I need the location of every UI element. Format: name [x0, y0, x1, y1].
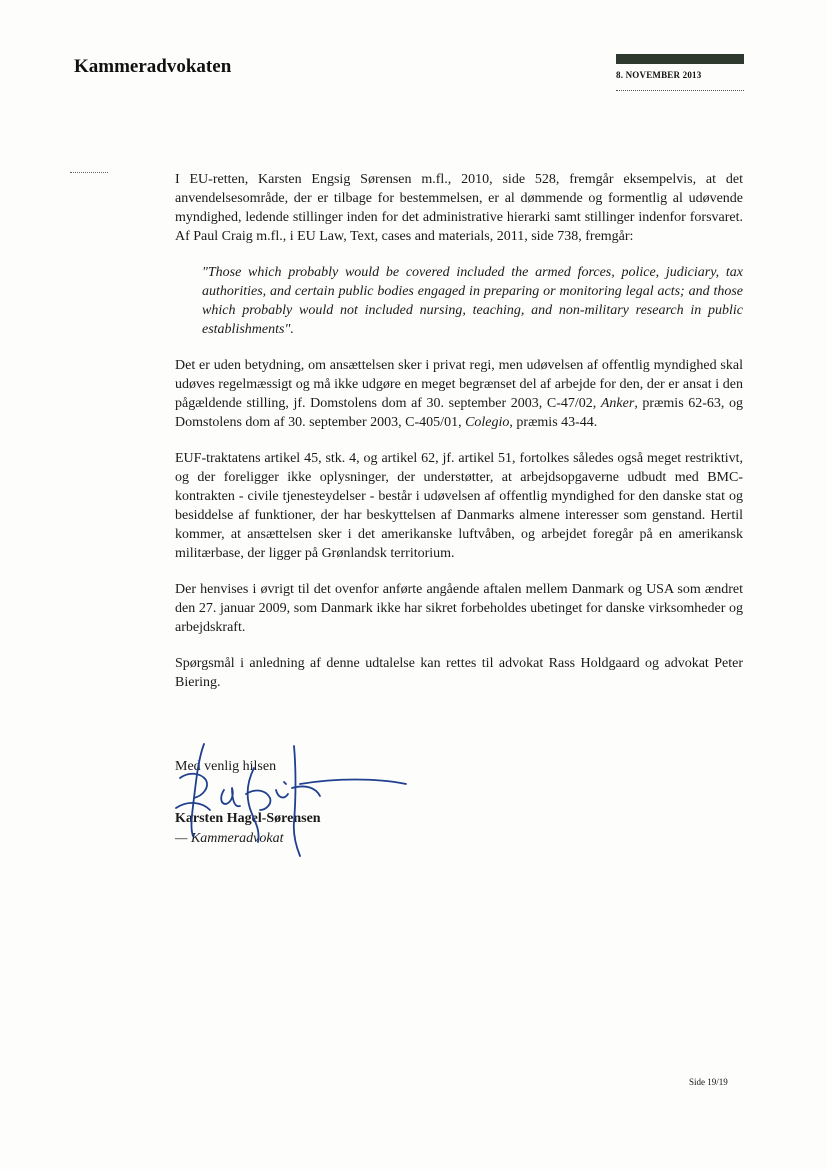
- document-date: 8. NOVEMBER 2013: [616, 70, 702, 80]
- organization-name: Kammeradvokaten: [74, 56, 232, 77]
- margin-mark: [70, 172, 108, 173]
- paragraph-1: I EU-retten, Karsten Engsig Sørensen m.fl., 2010, side 528, fremgår eksempelvis, at det anvendelsesområde, der er tilbage for bestemmelsen, er al dømmende og formentlig al udøvende myndighed, ledende stillinger inden for det administrative hierarki samt stillinger indenfor forsvaret. Af Paul Craig m.fl., i EU Law, Text, cases and materials, 2011, side 738, fremgår:: [175, 172, 743, 244]
- paragraph-2-part-a: Det er uden betydning, om ansættelsen sker i privat regi, men udøvelsen af offentlig myndighed skal udøves regelmæssigt og må ikke udgøre en meget begrænset del af arbejde for den, der er ansat i den pågældende stilling, jf. Domstolens dom af 30. september 2003, C-47/02,: [175, 358, 743, 411]
- letter-body: [175, 170, 743, 709]
- case-name-anker: Anker: [600, 396, 635, 411]
- page-number: Side 19/19: [689, 1077, 728, 1087]
- case-name-colegio: Colegio: [465, 415, 510, 430]
- paragraph-5: Spørgsmål i anledning af denne udtalelse kan rettes til advokat Rass Holdgaard og advokat Peter Biering.: [175, 656, 743, 690]
- paragraph-4: Der henvises i øvrigt til det ovenfor anførte angående aftalen mellem Danmark og USA som ændret den 27. januar 2009, som Danmark ikke har sikret forbeholdes ubetinget for danske virksomheder og arbejdskraft.: [175, 582, 743, 635]
- signatory-title: — Kammeradvokat: [175, 831, 284, 846]
- paragraph-2-part-b: , præmis 62-63, og Domstolens dom af 30. september 2003, C-405/01,: [175, 396, 743, 430]
- paragraph-3: EUF-traktatens artikel 45, stk. 4, og artikel 62, jf. artikel 51, fortolkes således også meget restriktivt, og der foreligger ikke oplysninger, der understøtter, at arbejdsopgaverne udbudt med BMC-kontrakten - civile tjenesteydelser - består i udøvelsen af offentlig myndighed for den danske stat og besiddelse af funktioner, der har beskyttelsen af Danmarks almene interesser som genstand. Hertil kommer, at ansættelsen sker i det amerikanske luftvåben, og arbejdet foregår på en amerikansk militærbase, der ligger på Grønlandsk territorium.: [175, 451, 743, 561]
- paragraph-2-part-c: , præmis 43-44.: [509, 415, 598, 430]
- block-quote: "Those which probably would be covered included the armed forces, police, judiciary, tax authorities, and certain public bodies engaged in preparing or monitoring legal acts; and those which probably would not included nursing, teaching, and non-military research in public establishments".: [202, 265, 743, 337]
- paragraph-2: [175, 356, 743, 432]
- header-bar: [616, 54, 744, 64]
- signatory-name: Karsten Hagel-Sørensen: [175, 811, 321, 826]
- date-divider: [616, 90, 744, 91]
- closing-greeting: Med venlig hilsen: [175, 759, 277, 774]
- signature-block: [175, 757, 321, 849]
